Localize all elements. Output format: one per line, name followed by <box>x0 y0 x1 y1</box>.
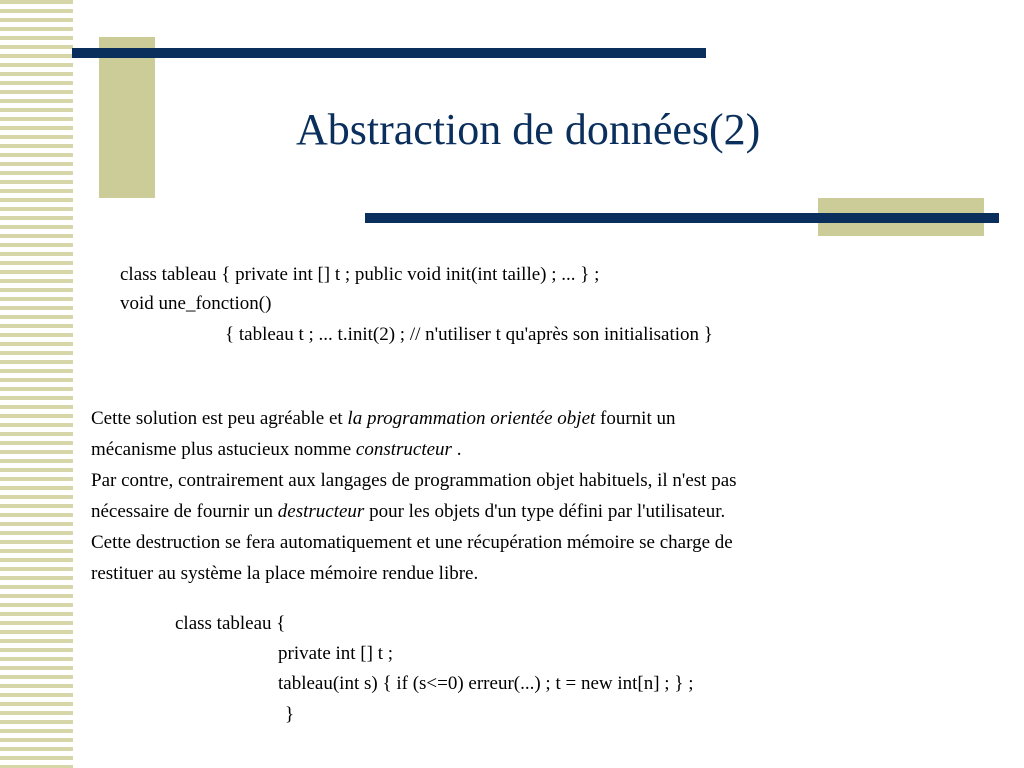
paragraph-line <box>91 496 991 527</box>
text-run: fournit un <box>595 408 676 429</box>
decorative-bar-top <box>72 48 706 58</box>
code-line: class tableau { <box>175 613 286 634</box>
text-run: Cette solution est peu agréable et <box>91 408 348 429</box>
paragraph-line <box>91 434 991 465</box>
code-line: void une_fonction() <box>120 293 272 314</box>
decorative-bar-bottom <box>365 213 999 223</box>
text-run: pour les objets d'un type défini par l'utilisateur. <box>364 501 726 522</box>
paragraph-line: Cette destruction se fera automatiquement et une récupération mémoire se charge de <box>91 532 733 553</box>
paragraph-line: Par contre, contrairement aux langages de programmation objet habituels, il n'est pas <box>91 470 737 491</box>
code-line: tableau(int s) { if (s<=0) erreur(...) ; t = new int[n] ; } ; <box>278 673 694 694</box>
paragraph-line: restituer au système la place mémoire rendue libre. <box>91 563 479 584</box>
text-run: . <box>451 439 462 460</box>
emphasis-text: constructeur <box>355 439 452 460</box>
text-run: nécessaire de fournir un <box>91 501 278 522</box>
decorative-block-left <box>99 37 155 198</box>
emphasis-text: destructeur <box>277 501 365 522</box>
code-line: { tableau t ; ... t.init(2) ; // n'utiliser t qu'après son initialisation } <box>225 324 713 345</box>
paragraph-line <box>91 403 991 434</box>
explanation-paragraph <box>91 403 991 589</box>
emphasis-text: la programmation orientée objet <box>347 408 596 429</box>
decorative-stripes <box>0 0 73 768</box>
code-line: class tableau { private int [] t ; public void init(int taille) ; ... } ; <box>120 264 600 285</box>
slide-title: Abstraction de données(2) <box>296 105 761 154</box>
code-line: } <box>285 704 295 725</box>
text-run: mécanisme plus astucieux nomme <box>91 439 356 460</box>
code-line: private int [] t ; <box>278 643 394 664</box>
